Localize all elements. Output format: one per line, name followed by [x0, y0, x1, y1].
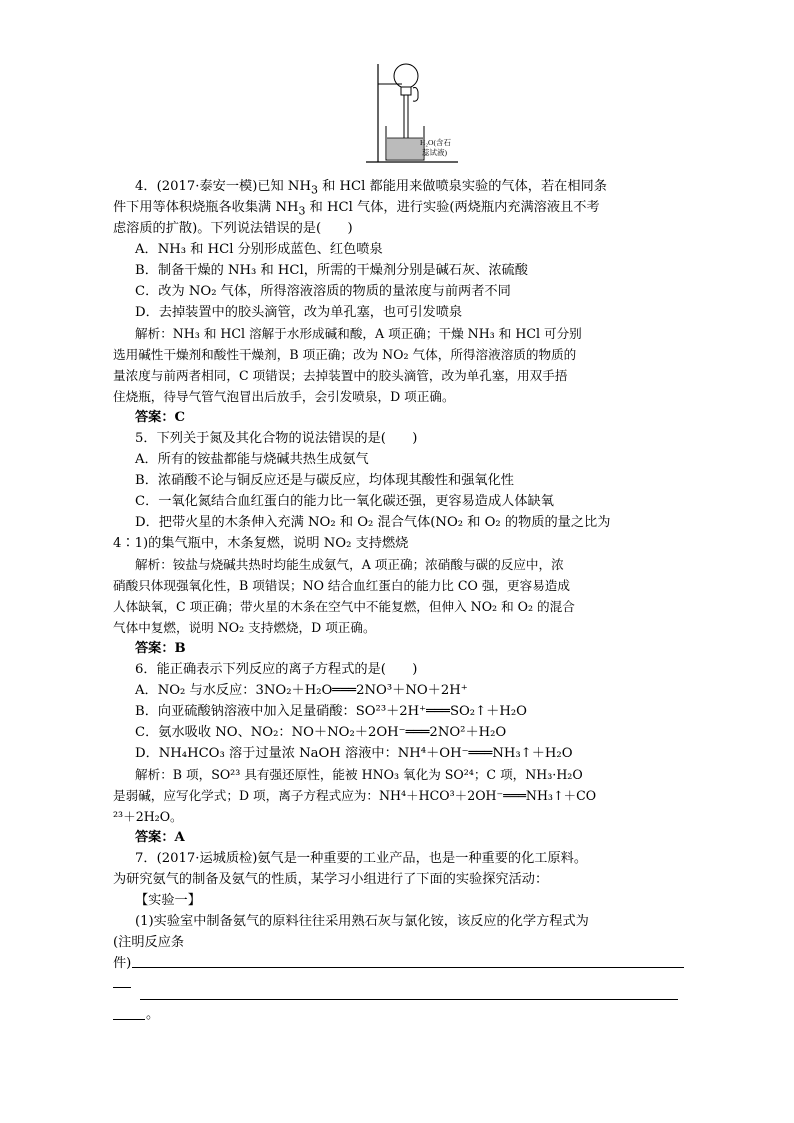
q6-explanation-line2: 是弱碱，应写化学式；D 项，离子方程式应为：NH⁴＋HCO³＋2OH⁻═══NH₃↑＋CO [113, 788, 597, 803]
q4-stem-text: 件下用等体积烧瓶各收集满 NH [113, 200, 299, 215]
answer-blank-line[interactable] [113, 987, 131, 988]
q6-option-b: B．向亚硫酸钠溶液中加入足量硝酸：SO²³＋2H⁺═══SO₂↑＋H₂O [135, 704, 527, 719]
q7-part1-line1: (1)实验室中制备氨气的原料往往采用熟石灰与氯化铵，该反应的化学方程式为 [135, 914, 589, 929]
q7-part1-line2: (注明反应条 [113, 935, 185, 950]
q6-option-d: D．NH₄HCO₃ 溶于过量浓 NaOH 溶液中：NH⁴＋OH⁻═══NH₃↑＋H₂O [135, 746, 573, 761]
q7-end-punctuation: 。 [146, 1007, 160, 1022]
q7-stem-line2: 为研究氨气的制备及氨气的性质，某学习小组进行了下面的实验探究活动： [113, 872, 549, 887]
q5-stem: 5．下列关于氮及其化合物的说法错误的是( ) [135, 431, 418, 446]
q4-option-d: D．去掉装置中的胶头滴管，改为单孔塞，也可引发喷泉 [135, 305, 463, 320]
q7-stem-line1: 7．(2017·运城质检)氨气是一种重要的工业产品，也是一种重要的化工原料。 [135, 851, 588, 866]
subscript: 3 [298, 204, 306, 218]
q4-option-c: C．改为 NO₂ 气体，所得溶液溶质的物质的量浓度与前两者不同 [135, 284, 511, 299]
q7-experiment-heading: 【实验一】 [135, 893, 201, 908]
q5-explanation-line4: 气体中复燃，说明 NO₂ 支持燃烧，D 项正确。 [113, 620, 376, 635]
q4-option-b: B．制备干燥的 NH₃ 和 HCl，所需的干燥剂分别是碱石灰、浓硫酸 [135, 263, 528, 278]
q5-option-a: A．所有的铵盐都能与烧碱共热生成氨气 [135, 452, 369, 467]
answer-blank-line[interactable] [140, 999, 678, 1000]
q6-explanation-line1: 解析：B 项，SO²³ 具有强还原性，能被 HNO₃ 氧化为 SO²⁴；C 项，NH₃·H₂O [135, 767, 583, 782]
q5-option-d-line1: D．把带火星的木条伸入充满 NO₂ 和 O₂ 混合气体(NO₂ 和 O₂ 的物质的量之比为 [135, 515, 611, 530]
q4-stem-line3: 虑溶质的扩散)。下列说法错误的是( ) [113, 221, 353, 236]
q4-explanation-line4: 住烧瓶，待导气管气泡冒出后放手，会引发喷泉，D 项正确。 [113, 389, 455, 404]
q5-explanation-line3: 人体缺氧，C 项正确；带火星的木条在空气中不能复燃，但伸入 NO₂ 和 O₂ 的混合 [113, 599, 575, 614]
subscript: 3 [310, 183, 318, 197]
q5-option-b: B．浓硝酸不论与铜反应还是与碳反应，均体现其酸性和强氧化性 [135, 473, 514, 488]
q5-option-c: C．一氧化氮结合血红蛋白的能力比一氧化碳还强，更容易造成人体缺氧 [135, 494, 554, 509]
figure-label-line2: 蕊试液) [422, 148, 447, 157]
q5-option-d-line2: 4∶1)的集气瓶中，木条复燃，说明 NO₂ 支持燃烧 [113, 536, 409, 551]
q6-explanation-line3: ²³＋2H₂O。 [113, 809, 183, 824]
q4-explanation-line2: 选用碱性干燥剂和酸性干燥剂，B 项正确；改为 NO₂ 气体，所得溶液溶质的物质的 [113, 347, 577, 362]
q6-answer: 答案：A [135, 830, 185, 845]
q6-option-c: C．氨水吸收 NO、NO₂：NO＋NO₂＋2OH⁻═══2NO²＋H₂O [135, 725, 507, 740]
answer-blank-line[interactable] [113, 1019, 145, 1020]
q4-stem-text: 和 HCl 气体，进行实验(两烧瓶内充满溶液且不考 [305, 200, 600, 215]
q4-explanation-line1: 解析：NH₃ 和 HCl 溶解于水形成碱和酸，A 项正确；干燥 NH₃ 和 HCl 可分别 [135, 326, 582, 341]
q4-explanation-line3: 量浓度与前两者相同，C 项错误；去掉装置中的胶头滴管，改为单孔塞，用双手捂 [113, 368, 568, 383]
figure-label-line1: H₂O(含石 [420, 138, 451, 147]
answer-blank-line[interactable] [132, 967, 684, 968]
q7-part1-line3: 件) [113, 956, 132, 971]
q6-stem: 6．能正确表示下列反应的离子方程式的是( ) [135, 662, 418, 677]
q4-stem-text: 4．(2017·泰安一模)已知 NH [135, 179, 311, 194]
q6-option-a: A．NO₂ 与水反应：3NO₂＋H₂O═══2NO³＋NO＋2H⁺ [135, 683, 468, 698]
q5-explanation-line1: 解析：铵盐与烧碱共热时均能生成氨气，A 项正确；浓硝酸与碳的反应中，浓 [135, 557, 564, 572]
q5-explanation-line2: 硝酸只体现强氧化性，B 项错误；NO 结合血红蛋白的能力比 CO 强，更容易造成 [113, 578, 570, 593]
q5-answer: 答案：B [135, 641, 186, 656]
q4-option-a: A．NH₃ 和 HCl 分别形成蓝色、红色喷泉 [135, 242, 383, 257]
fountain-apparatus-figure [358, 62, 464, 164]
q4-answer: 答案：C [135, 410, 186, 425]
q4-stem-text: 和 HCl 都能用来做喷泉实验的气体，若在相同条 [317, 179, 607, 194]
